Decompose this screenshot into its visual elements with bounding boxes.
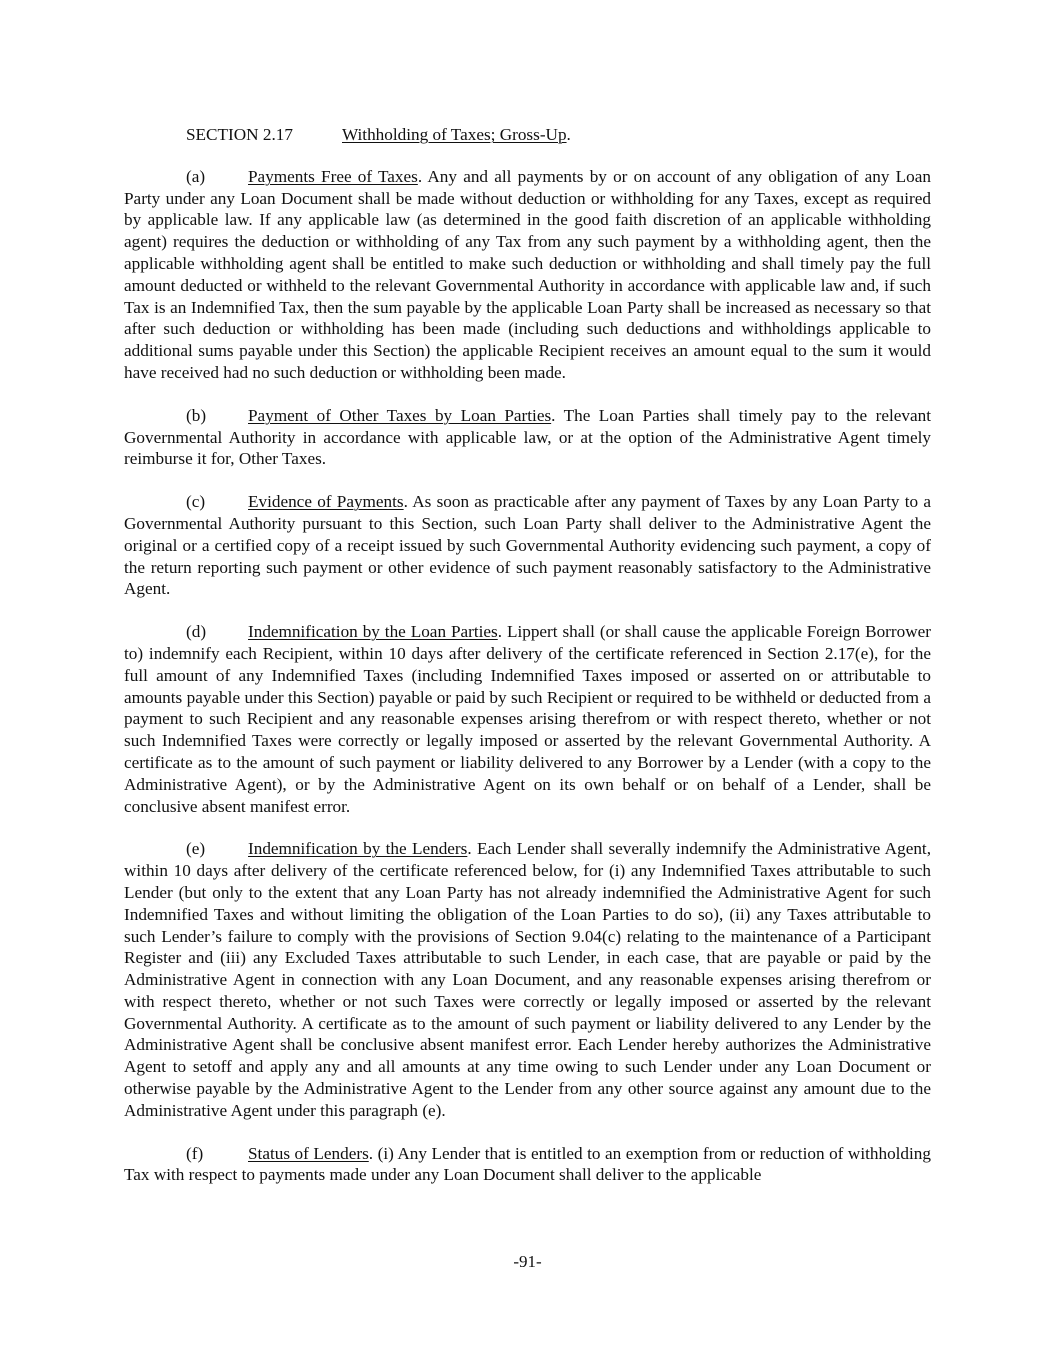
paragraph-heading: Payment of Other Taxes by Loan Parties bbox=[248, 405, 552, 425]
paragraph-heading: Indemnification by the Lenders bbox=[248, 839, 468, 859]
paragraph-a bbox=[124, 166, 931, 384]
paragraph-label: (c) bbox=[186, 492, 206, 512]
section-number: SECTION 2.17 bbox=[186, 125, 293, 144]
paragraph-heading: Payments Free of Taxes bbox=[248, 166, 418, 186]
paragraph-d bbox=[124, 621, 931, 817]
paragraph-label: (a) bbox=[186, 166, 206, 186]
paragraph-f bbox=[124, 1143, 931, 1187]
paragraph-heading: Indemnification by the Loan Parties bbox=[248, 622, 498, 642]
page-number: -91- bbox=[513, 1252, 542, 1271]
document-page bbox=[124, 124, 931, 1207]
paragraph-text: . Any and all payments by or on account of any obligation of any Loan Party under any Loan Document shall be made without deduction or withholding for any Taxes, except as required by applicable law. If any applicable law (as determined in the good faith discretion of an applicable withholding agent) requires the deduction or withholding of any Tax from any such payment by a withholding agent, then the applicable withholding agent shall be entitled to make such deduction or withholding and shall timely pay the full amount deducted or withheld to the relevant Governmental Authority in accordance with applicable law and, if such Tax is an Indemnified Tax, then the sum payable by the applicable Loan Party shall be increased as necessary so that after such deduction or withholding has been made (including such deductions and withholdings applicable to additional sums payable under this Section) the applicable Recipient receives an amount equal to the sum it would have received had no such deduction or withholding been made. bbox=[124, 166, 931, 382]
paragraph-label: (b) bbox=[186, 405, 207, 425]
paragraph-text: . As soon as practicable after any payment of Taxes by any Loan Party to a Governmental Authority pursuant to this Section, such Loan Party shall deliver to the Administrative Agent the original or a certified copy of a receipt issued by such Governmental Authority evidencing such payment, a copy of the return reporting such payment or other evidence of such payment reasonably satisfactory to the Administrative Agent. bbox=[124, 492, 931, 599]
section-title: Withholding of Taxes; Gross-Up bbox=[342, 125, 567, 144]
paragraph-label: (f) bbox=[186, 1143, 204, 1163]
paragraph-b bbox=[124, 405, 931, 470]
paragraph-text: . Each Lender shall severally indemnify the Administrative Agent, within 10 days after delivery of the certificate referenced below, for (i) any Indemnified Taxes attributable to such Lender (but only to the extent that any Loan Party has not already indemnified the Administrative Agent for such Indemnified Taxes and without limiting the obligation of the Loan Parties to do so), (ii) any Taxes attributable to such Lender’s failure to comply with the provisions of Section 9.04(c) relating to the maintenance of a Participant Register and (iii) any Excluded Taxes attributable to such Lender, in each case, that are payable or paid by the Administrative Agent in connection with any Loan Document, and any reasonable expenses arising therefrom or with respect thereto, whether or not such Taxes were correctly or legally imposed or asserted by the relevant Governmental Authority. A certificate as to the amount of such payment or liability delivered to any Lender by the Administrative Agent shall be conclusive absent manifest error. Each Lender hereby authorizes the Administrative Agent to setoff and apply any and all amounts at any time owing to such Lender under any Loan Document or otherwise payable by the Administrative Agent to the Lender from any other source against any amount due to the Administrative Agent under this paragraph (e). bbox=[124, 839, 931, 1120]
paragraph-text: . Lippert shall (or shall cause the applicable Foreign Borrower to) indemnify each Recipient, within 10 days after delivery of the certificate referenced in Section 2.17(e), for the full amount of any Indemnified Taxes (including Indemnified Taxes imposed or asserted on or attributable to amounts payable under this Section) payable or paid by such Recipient or required to be withheld or deducted from a payment to such Recipient and any reasonable expenses arising therefrom or with respect thereto, whether or not such Indemnified Taxes were correctly or legally imposed or asserted by the relevant Governmental Authority. A certificate as to the amount of such payment or liability delivered to any Borrower by a Lender (with a copy to the Administrative Agent), or by the Administrative Agent on its own behalf or on behalf of a Lender, shall be conclusive absent manifest error. bbox=[124, 622, 931, 816]
paragraph-heading: Evidence of Payments bbox=[248, 492, 404, 512]
paragraph-heading: Status of Lenders bbox=[248, 1143, 369, 1163]
section-title-suffix: . bbox=[566, 125, 571, 144]
paragraph-label: (e) bbox=[186, 839, 206, 859]
paragraph-text: . The Loan Parties shall timely pay to the relevant Governmental Authority in accordance with applicable law, or at the option of the Administrative Agent timely reimburse it for, Other Taxes. bbox=[124, 405, 931, 469]
paragraph-c bbox=[124, 491, 931, 600]
section-heading bbox=[124, 124, 931, 146]
paragraph-e bbox=[124, 838, 931, 1121]
paragraph-label: (d) bbox=[186, 622, 207, 642]
paragraph-text: . (i) Any Lender that is entitled to an exemption from or reduction of withholding Tax with respect to payments made under any Loan Document shall deliver to the applicable bbox=[124, 1143, 931, 1185]
